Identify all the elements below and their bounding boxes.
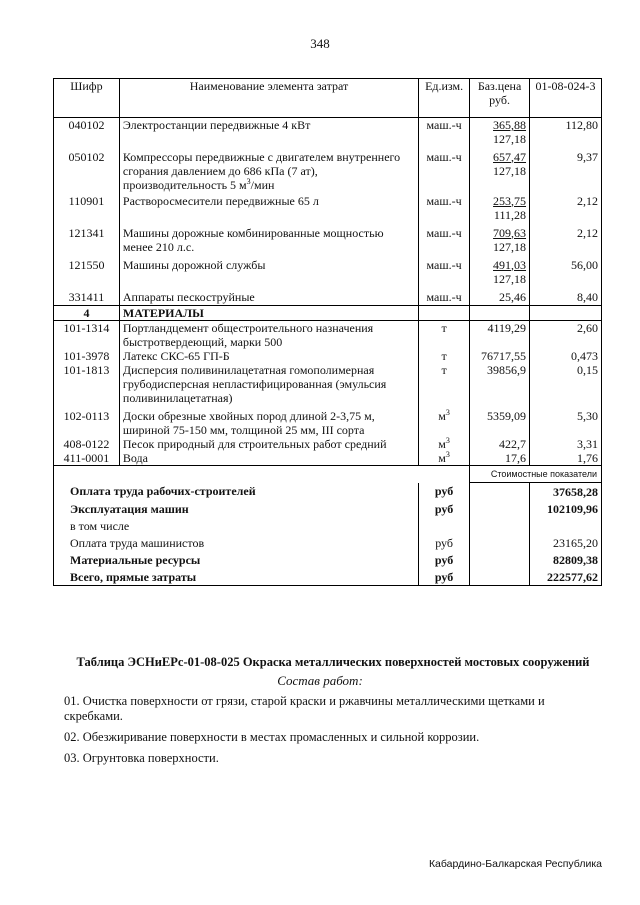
total-name: Эксплуатация машин: [54, 500, 419, 517]
row-norm: 0,473: [530, 349, 602, 363]
row-unit: маш.-ч: [419, 118, 470, 150]
total-unit: руб: [419, 551, 470, 568]
row-unit: маш.-ч: [419, 194, 470, 226]
section-empty: [530, 306, 602, 321]
row-name: Компрессоры передвижные с двигателем внутреннего сгорания давлением до 686 кПа (7 ат), производительность 5 $м^3$/мин: [119, 150, 418, 194]
row-price: [470, 258, 530, 290]
table-row: [54, 226, 602, 258]
total-unit: руб: [419, 568, 470, 586]
cost-label: Стоимостные показатели: [470, 466, 602, 483]
row-norm: 56,00: [530, 258, 602, 290]
cost-label-row: [54, 466, 602, 483]
total-empty: [470, 551, 530, 568]
total-empty: [470, 568, 530, 586]
row-name: Аппараты пескоструйные: [119, 290, 418, 306]
cost-label-spacer: [54, 466, 470, 483]
price-base: 709,63: [493, 225, 527, 240]
row-name: Вода: [119, 451, 418, 466]
row-name: Машины дорожной службы: [119, 258, 418, 290]
section-code: 4: [54, 306, 120, 321]
total-unit: руб: [419, 500, 470, 517]
row-unit: маш.-ч: [419, 258, 470, 290]
row-name: Портландцемент общестроительного назначения быстротвердеющий, марки 500: [119, 321, 418, 350]
row-norm: 0,15: [530, 363, 602, 409]
page-number: 348: [310, 36, 330, 51]
row-name: Латекс СКС-65 ГП-Б: [119, 349, 418, 363]
total-value: 37658,28: [530, 483, 602, 501]
price-base: 657,47: [493, 149, 527, 164]
row-unit: т: [419, 349, 470, 363]
total-row: [54, 483, 602, 501]
total-empty: [470, 534, 530, 551]
table-row: [54, 363, 602, 409]
table-row: [54, 349, 602, 363]
row-name: Электростанции передвижные 4 кВт: [119, 118, 418, 150]
row-norm: 5,30: [530, 409, 602, 437]
row-unit: маш.-ч: [419, 226, 470, 258]
table-row: [54, 321, 602, 350]
header-unit: Ед.изм.: [419, 79, 470, 118]
row-code: 102-0113: [54, 409, 120, 437]
header-code: Шифр: [54, 79, 120, 118]
row-name: Дисперсия поливинилацетатная гомополимерная грубодисперсная непластифицированная (эмульсия поливинилацетатная): [119, 363, 418, 409]
price-wage: 127,18: [493, 239, 527, 254]
header-norm: 01-08-024-3: [530, 79, 602, 118]
total-name: Материальные ресурсы: [54, 551, 419, 568]
row-name: Машины дорожные комбинированные мощностью менее 210 л.с.: [119, 226, 418, 258]
total-row: [54, 551, 602, 568]
row-price: [470, 150, 530, 194]
row-norm: 2,12: [530, 194, 602, 226]
region-footer: Кабардино-Балкарская Республика: [428, 858, 602, 870]
row-name: Растворосмесители передвижные 65 л: [119, 194, 418, 226]
row-name: Песок природный для строительных работ средний: [119, 437, 418, 451]
row-unit: т: [419, 363, 470, 409]
row-price: [470, 118, 530, 150]
header-price: Баз.цена руб.: [470, 79, 530, 118]
row-unit: $м^3$: [419, 437, 470, 451]
table-header: [54, 79, 602, 118]
total-value: 102109,96: [530, 500, 602, 517]
total-row: [54, 500, 602, 517]
price-base: 365,88: [493, 118, 527, 132]
work-item: 03. Огрунтовка поверхности.: [64, 751, 219, 765]
table-row: [54, 118, 602, 150]
row-price: [470, 194, 530, 226]
row-code: 040102: [54, 118, 120, 150]
row-code: 121550: [54, 258, 120, 290]
row-norm: 112,80: [530, 118, 602, 150]
row-price: 422,7: [470, 437, 530, 451]
price-wage: 127,18: [493, 163, 527, 178]
row-name: Доски обрезные хвойных пород длиной 2-3,75 м, шириной 75-150 мм, толщиной 25 мм, III сорта: [119, 409, 418, 437]
table-row: [54, 150, 602, 194]
row-unit: маш.-ч: [419, 150, 470, 194]
table-row: [54, 437, 602, 451]
sostav-heading: Состав работ:: [277, 673, 363, 688]
section-row: [54, 306, 602, 321]
row-unit: маш.-ч: [419, 290, 470, 306]
total-value: 222577,62: [530, 568, 602, 586]
total-empty: [470, 500, 530, 517]
row-unit: т: [419, 321, 470, 350]
row-code: 411-0001: [54, 451, 120, 466]
price-wage: 127,18: [493, 132, 527, 146]
row-price: [470, 226, 530, 258]
row-price: 4119,29: [470, 321, 530, 350]
total-value: [530, 517, 602, 534]
price-base: 25,46: [499, 289, 527, 304]
total-name: Оплата труда машинистов: [54, 534, 419, 551]
table-title: Таблица ЭСНиЕРс-01-08-025 Окраска металлических поверхностей мостовых сооружений: [76, 655, 590, 669]
price-wage: 127,18: [493, 271, 527, 286]
row-price: 5359,09: [470, 409, 530, 437]
total-row: [54, 534, 602, 551]
row-code: 110901: [54, 194, 120, 226]
total-unit: руб: [419, 483, 470, 501]
section-name: МАТЕРИАЛЫ: [119, 306, 418, 321]
row-price: 39856,9: [470, 363, 530, 409]
work-item: 02. Обезжиривание поверхности в местах промасленных и сильной коррозии.: [64, 730, 480, 744]
row-price: 76717,55: [470, 349, 530, 363]
total-row: [54, 517, 602, 534]
row-unit: $м^3$: [419, 409, 470, 437]
table-row: [54, 409, 602, 437]
total-name: Оплата труда рабочих-строителей: [54, 483, 419, 501]
header-name: Наименование элемента затрат: [119, 79, 418, 118]
table-row: [54, 258, 602, 290]
row-norm: 3,31: [530, 437, 602, 451]
row-price: 17,6: [470, 451, 530, 466]
row-price: [470, 290, 530, 306]
total-name: в том числе: [54, 517, 419, 534]
table-row: [54, 290, 602, 306]
row-code: 101-1314: [54, 321, 120, 350]
row-norm: 8,40: [530, 290, 602, 306]
row-code: 101-3978: [54, 349, 120, 363]
resources-table: [53, 78, 602, 586]
total-unit: [419, 517, 470, 534]
total-row: [54, 568, 602, 586]
table-row: [54, 194, 602, 226]
row-code: 050102: [54, 150, 120, 194]
row-norm: 9,37: [530, 150, 602, 194]
row-code: 121341: [54, 226, 120, 258]
row-code: 101-1813: [54, 363, 120, 409]
total-value: 82809,38: [530, 551, 602, 568]
price-wage: 111,28: [493, 207, 527, 222]
total-unit: руб: [419, 534, 470, 551]
total-name: Всего, прямые затраты: [54, 568, 419, 586]
section-empty: [470, 306, 530, 321]
row-norm: 2,12: [530, 226, 602, 258]
total-value: 23165,20: [530, 534, 602, 551]
row-unit: $м^3$: [419, 451, 470, 466]
price-base: 253,75: [493, 193, 527, 208]
row-code: 331411: [54, 290, 120, 306]
row-norm: 1,76: [530, 451, 602, 466]
row-code: 408-0122: [54, 437, 120, 451]
total-empty: [470, 483, 530, 501]
price-base: 491,03: [493, 257, 527, 272]
works-list: [64, 694, 584, 772]
total-empty: [470, 517, 530, 534]
work-item: 01. Очистка поверхности от грязи, старой краски и ржавчины металлическими щетками и скребками.: [64, 694, 545, 723]
table-row: [54, 451, 602, 466]
row-norm: 2,60: [530, 321, 602, 350]
section-empty: [419, 306, 470, 321]
